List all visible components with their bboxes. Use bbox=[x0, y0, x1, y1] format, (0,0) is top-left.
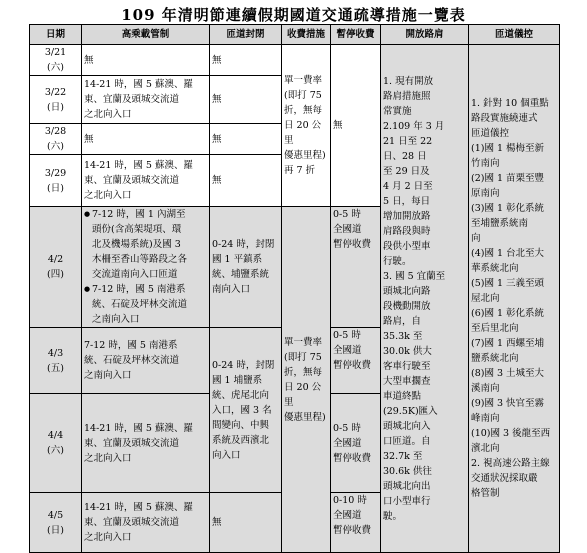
toll-cell: 單一費率 (即打 75 折，無每 日 20 公里 優惠里程) bbox=[282, 207, 331, 553]
hov-cell bbox=[82, 207, 210, 328]
table-row bbox=[30, 45, 560, 76]
suspend-cell: 0-5 時 全國道 暫停收費 bbox=[331, 207, 381, 328]
suspend-cell: 0-5 時 全國道 暫停收費 bbox=[331, 394, 381, 493]
hov-cell: 14-21 時，國 5 蘇澳、羅 東、宜蘭及頭城交流道 之北向入口 bbox=[82, 76, 210, 124]
shoulder-cell: 1. 現有開放 路肩措施照 常實施 2.109 年 3 月 21 日至 22 日、28 日 至 29 日及 4 月 2 日至 5 日，每日 增加開放路 肩路段與時 段供小型車 行駛。 3. 國 5 宜蘭至 頭城北向路 段機動開放 路肩，自 35.3k 至 30.0k 供大 客車行駛至 大型車擱查 車道終點 (29.5K)匯入 頭城北向入 口匝道。自 32.7k 至 30.6k 供往 頭城北向出 口小型車行 駛。 bbox=[381, 45, 469, 553]
hov-cell: 無 bbox=[82, 45, 210, 76]
measures-table bbox=[29, 24, 560, 553]
ramp-cell: 0-24 時，封閉 國 1 埔鹽系 統、虎尾北向 入口，國 3 名 間變向、中興 系統及西濱北 向入口 bbox=[210, 328, 282, 493]
date-cell: 3/28 (六) bbox=[30, 124, 82, 155]
hov-cell: 14-21 時，國 5 蘇澳、羅 東、宜蘭及頭城交流道 之北向入口 bbox=[82, 493, 210, 553]
hov-cell: 7-12 時，國 5 南港系 統、石碇及坪林交流道 之南向入口 bbox=[82, 328, 210, 394]
suspend-cell: 0-5 時 全國道 暫停收費 bbox=[331, 328, 381, 394]
header-date: 日期 bbox=[30, 25, 82, 45]
header-ramp-closure: 匝道封閉 bbox=[210, 25, 282, 45]
date-cell: 4/5 (日) bbox=[30, 493, 82, 553]
date-cell: 3/21 (六) bbox=[30, 45, 82, 76]
metering-cell: 1. 針對 10 個重點 路段實施繞連式 匝道儀控 (1)國 1 楊梅至新 竹南向 (2)國 1 苗栗至豐 原南向 (3)國 1 彰化系統 至埔鹽系統南 向 (4)國 1 台北至大 華系統北向 (5)國 1 三義至頭 屋北向 (6)國 1 彰化系統 至后里北向 (7)國 1 西螺至埔 鹽系統北向 (8)國 3 土城至大 溪南向 (9)國 3 快官至霧 峰南向 (10)國 3 後龍至西 濱北向 2. 視高速公路主線 交通狀況採取嚴 格管制 bbox=[469, 45, 560, 553]
ramp-cell: 無 bbox=[210, 155, 282, 207]
hov-list-item: ● 7-12 時，國 1 內湖至 頭份(含高架堤項、環 北及機場系統)及國 3 木柵至香山等路段之各 交流道南向入口匝道 bbox=[84, 207, 207, 282]
hov-cell: 無 bbox=[82, 124, 210, 155]
ramp-cell: 無 bbox=[210, 76, 282, 124]
hov-cell: 14-21 時，國 5 蘇澳、羅 東、宜蘭及頭城交流道 之北向入口 bbox=[82, 394, 210, 493]
date-cell: 3/22 (日) bbox=[30, 76, 82, 124]
date-cell: 4/4 (六) bbox=[30, 394, 82, 493]
header-hov: 高乘載管制 bbox=[82, 25, 210, 45]
date-cell: 4/2 (四) bbox=[30, 207, 82, 328]
hov-list-item: ● 7-12 時，國 5 南港系 統、石碇及坪林交流道 之南向入口 bbox=[84, 282, 207, 327]
toll-cell: 單一費率 (即打 75 折，無每 日 20 公里 優惠里程) 再 7 折 bbox=[282, 45, 331, 207]
header-row bbox=[30, 25, 560, 45]
ramp-cell: 無 bbox=[210, 45, 282, 76]
header-suspend-toll: 暫停收費 bbox=[331, 25, 381, 45]
header-toll: 收費措施 bbox=[282, 25, 331, 45]
ramp-cell: 無 bbox=[210, 493, 282, 553]
header-shoulder: 開放路肩 bbox=[381, 25, 469, 45]
page-title: 109 年清明節連續假期國道交通疏導措施一覽表 bbox=[121, 6, 466, 24]
suspend-cell: 無 bbox=[331, 45, 381, 207]
hov-cell: 14-21 時，國 5 蘇澳、羅 東、宜蘭及頭城交流道 之北向入口 bbox=[82, 155, 210, 207]
date-cell: 3/29 (日) bbox=[30, 155, 82, 207]
header-metering: 匝道儀控 bbox=[469, 25, 560, 45]
suspend-cell: 0-10 時 全國道 暫停收費 bbox=[331, 493, 381, 553]
ramp-cell: 無 bbox=[210, 124, 282, 155]
ramp-cell: 0-24 時，封閉 國 1 平鎮系 統、埔鹽系統 南向入口 bbox=[210, 207, 282, 328]
date-cell: 4/3 (五) bbox=[30, 328, 82, 394]
